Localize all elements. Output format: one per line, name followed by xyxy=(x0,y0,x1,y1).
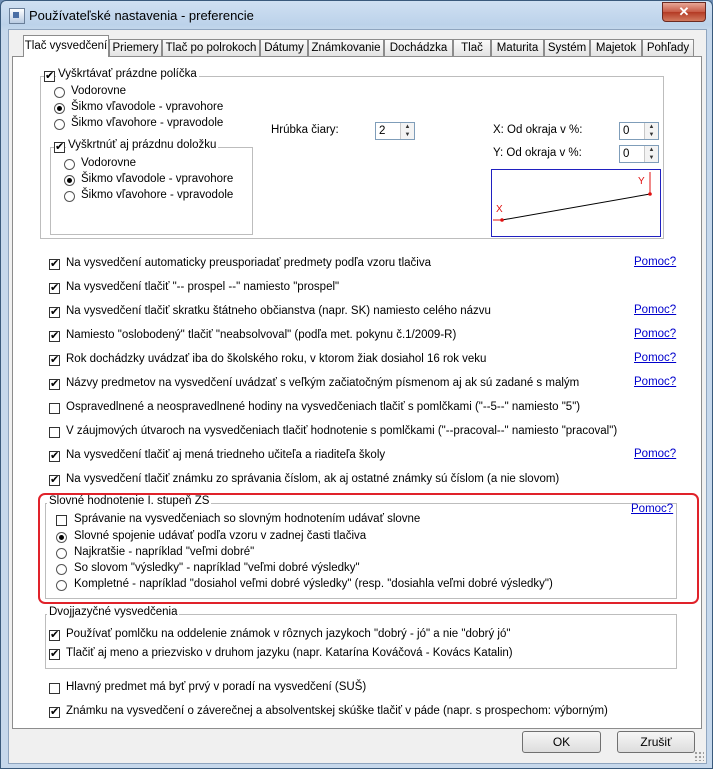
strike-preview xyxy=(491,169,661,237)
margin-x-value: 0 xyxy=(623,125,630,137)
tab-priemery[interactable]: Priemery xyxy=(109,39,162,56)
bilingual-group xyxy=(45,614,677,669)
x-marker: X xyxy=(496,204,503,215)
main-subject-label: Hlavný predmet má byť prvý v poradí na vysvedčení (SUŠ) xyxy=(66,681,367,693)
tab-tlac-vysvedceni[interactable]: Tlač vysvedčení xyxy=(23,35,109,57)
option-label: Na vysvedčení tlačiť "-- prospel --" namiesto "prospel" xyxy=(66,281,340,293)
x-offset-point xyxy=(500,218,504,222)
option-label: Názvy predmetov na vysvedčení uvádzať s veľkým začiatočným písmenom aj ak sú zadané s malým xyxy=(66,377,580,389)
final-exam-label: Známku na vysvedčení o záverečnej a absolventskej skúške tlačiť v páde (napr. s prospechom: výborným) xyxy=(66,705,608,717)
empty-cells-option-label: Vodorovne xyxy=(71,85,126,97)
bilingual-checkbox[interactable] xyxy=(49,630,60,641)
addendum-option-label: Šikmo vľavodole - vpravohore xyxy=(81,173,234,185)
tab-majetok[interactable]: Majetok xyxy=(590,39,642,56)
option-label: Na vysvedčení automaticky preusporiadať predmety podľa vzoru tlačiva xyxy=(66,257,431,269)
option-checkbox[interactable] xyxy=(49,379,60,390)
option-label: Namiesto "oslobodený" tlačiť "neabsolvoval" (podľa met. pokynu č.1/2009-R) xyxy=(66,329,457,341)
option-label: Rok dochádzky uvádzať iba do školského roku, v ktorom žiak dosiahol 16 rok veku xyxy=(66,353,487,365)
tab-system[interactable]: Systém xyxy=(544,39,590,56)
tab-tlac[interactable]: Tlač xyxy=(453,39,491,56)
strike-line xyxy=(502,194,650,220)
line-width-label: Hrúbka čiary: xyxy=(271,124,339,136)
bilingual-title: Dvojjazyčné vysvedčenia xyxy=(49,606,178,618)
option-label: Na vysvedčení tlačiť skratku štátneho občianstva (napr. SK) namiesto celého názvu xyxy=(66,305,491,317)
addendum-radio-topleft[interactable] xyxy=(64,191,75,202)
main-subject-checkbox[interactable] xyxy=(49,683,60,694)
option-checkbox[interactable] xyxy=(49,307,60,318)
spin-down-icon[interactable]: ▼ xyxy=(648,132,655,138)
option-label: Na vysvedčení tlačiť známku zo správania číslom, ak aj ostatné známky sú číslom (a nie slovom) xyxy=(66,473,560,485)
tab-datumy[interactable]: Dátumy xyxy=(260,39,308,56)
window-title: Používateľské nastavenia - preferencie xyxy=(29,8,254,23)
verbal-option-label: So slovom "výsledky" - napríklad "veľmi dobré výsledky" xyxy=(74,562,360,574)
empty-cells-option-label: Šikmo vľavohore - vpravodole xyxy=(71,117,224,129)
help-link[interactable]: Pomoc? xyxy=(634,448,677,460)
tab-dochadzka[interactable]: Dochádzka xyxy=(384,39,453,56)
line-width-value: 2 xyxy=(379,125,386,137)
empty-cells-option-label: Šikmo vľavodole - vpravohore xyxy=(71,101,224,113)
addendum-radio-bottomleft[interactable] xyxy=(64,175,75,186)
bilingual-checkbox[interactable] xyxy=(49,649,60,660)
dialog-client-area xyxy=(8,29,707,764)
option-checkbox[interactable] xyxy=(49,475,60,486)
empty-addendum-title: Vyškrtnúť aj prázdnu doložku xyxy=(68,139,217,151)
resize-grip-icon[interactable] xyxy=(694,751,704,761)
option-checkbox[interactable] xyxy=(49,403,60,414)
close-button[interactable]: ✕ xyxy=(662,2,706,22)
help-link[interactable]: Pomoc? xyxy=(634,376,677,388)
empty-cells-radio-topleft[interactable] xyxy=(54,119,65,130)
margin-y-spinner[interactable] xyxy=(619,145,659,163)
empty-cells-checkbox[interactable] xyxy=(44,71,55,82)
verbal-option-label: Kompletné - napríklad "dosiahol veľmi dobré výsledky" (resp. "dosiahla veľmi dobré výsledky") xyxy=(74,578,553,590)
cancel-button[interactable]: Zrušiť xyxy=(617,731,695,753)
empty-addendum-checkbox[interactable] xyxy=(54,142,65,153)
verbal-behavior-label: Správanie na vysvedčeniach so slovným hodnotením udávať slovne xyxy=(74,513,421,525)
y-marker: Y xyxy=(638,176,645,187)
empty-cells-radio-horizontal[interactable] xyxy=(54,87,65,98)
help-link[interactable]: Pomoc? xyxy=(634,304,677,316)
option-checkbox[interactable] xyxy=(49,331,60,342)
tab-pohlady[interactable]: Pohľady xyxy=(642,39,694,56)
line-width-spinner[interactable] xyxy=(375,122,415,140)
bilingual-option-label: Používať pomlčku na oddelenie známok v rôznych jazykoch "dobrý - jó" a nie "dobrý jó" xyxy=(66,628,511,640)
ok-button[interactable]: OK xyxy=(522,731,601,753)
option-checkbox[interactable] xyxy=(49,283,60,294)
margin-x-label: X: Od okraja v %: xyxy=(493,124,583,136)
empty-cells-radio-bottomleft[interactable] xyxy=(54,103,65,114)
option-checkbox[interactable] xyxy=(49,355,60,366)
addendum-option-label: Šikmo vľavohore - vpravodole xyxy=(81,189,234,201)
verbal-help-link[interactable]: Pomoc? xyxy=(631,503,674,515)
spin-up-icon[interactable]: ▲ xyxy=(404,124,411,130)
verbal-assessment-title: Slovné hodnotenie I. stupeň ZŠ xyxy=(49,495,210,507)
help-link[interactable]: Pomoc? xyxy=(634,352,677,364)
bilingual-option-label: Tlačiť aj meno a priezvisko v druhom jazyku (napr. Katarína Kováčová - Kovács Katalin) xyxy=(66,647,513,659)
tab-panel-tlac-vysvedceni xyxy=(12,56,702,729)
option-checkbox[interactable] xyxy=(49,259,60,270)
tab-bar xyxy=(9,30,706,56)
tab-tlac-po-polrokoch[interactable]: Tlač po polrokoch xyxy=(162,39,260,56)
strike-preview-diagram xyxy=(492,170,660,236)
verbal-option-label: Najkratšie - napríklad "veľmi dobré" xyxy=(74,546,255,558)
spin-up-icon[interactable]: ▲ xyxy=(648,147,655,153)
title-bar[interactable] xyxy=(1,1,712,29)
margin-x-spinner[interactable] xyxy=(619,122,659,140)
option-checkbox[interactable] xyxy=(49,427,60,438)
help-link[interactable]: Pomoc? xyxy=(634,256,677,268)
option-label: Ospravedlnené a neospravedlnené hodiny na vysvedčeniach tlačiť s pomlčkami ("--5--" namiesto "5") xyxy=(66,401,581,413)
option-label: V záujmových útvaroch na vysvedčeniach tlačiť hodnotenie s pomlčkami ("--pracoval--" namiesto "pracoval") xyxy=(66,425,618,437)
final-exam-checkbox[interactable] xyxy=(49,707,60,718)
tab-znamkovanie[interactable]: Známkovanie xyxy=(308,39,384,56)
empty-cells-title: Vyškrtávať prázdne políčka xyxy=(58,68,197,80)
option-checkbox[interactable] xyxy=(49,451,60,462)
tab-maturita[interactable]: Maturita xyxy=(491,39,544,56)
y-offset-point xyxy=(648,192,652,196)
spin-down-icon[interactable]: ▼ xyxy=(404,132,411,138)
option-label: Na vysvedčení tlačiť aj mená triedneho učiteľa a riaditeľa školy xyxy=(66,449,386,461)
addendum-radio-horizontal[interactable] xyxy=(64,159,75,170)
addendum-option-label: Vodorovne xyxy=(81,157,136,169)
highlight-frame xyxy=(38,493,699,604)
margin-y-label: Y: Od okraja v %: xyxy=(493,147,582,159)
verbal-option-label: Slovné spojenie udávať podľa vzoru v zadnej časti tlačiva xyxy=(74,530,367,542)
app-icon xyxy=(9,8,25,24)
help-link[interactable]: Pomoc? xyxy=(634,328,677,340)
spin-down-icon[interactable]: ▼ xyxy=(648,155,655,161)
margin-y-value: 0 xyxy=(623,148,630,160)
spin-up-icon[interactable]: ▲ xyxy=(648,124,655,130)
